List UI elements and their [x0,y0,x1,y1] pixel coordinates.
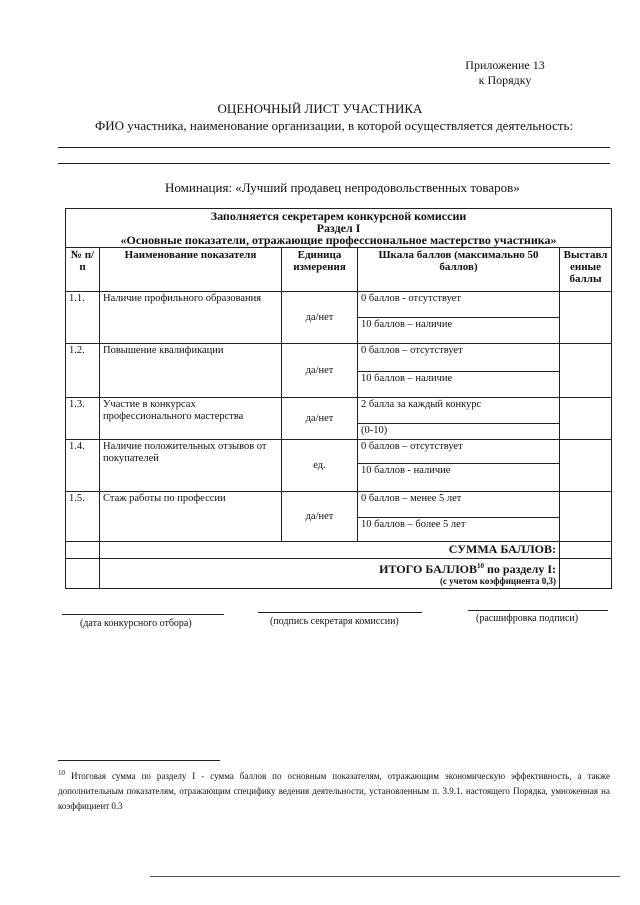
evaluation-table [65,208,612,589]
table-row [66,398,612,424]
header-line-1: Заполняется секретарем конкурсной комиссии [210,209,467,223]
secretary-signature-line [258,612,422,613]
row-scale-a: 0 баллов – менее 5 лет [358,492,560,518]
document-title: ОЦЕНОЧНЫЙ ЛИСТ УЧАСТНИКА [217,101,423,116]
table-row [66,344,612,372]
header-line-2: Раздел I [316,221,361,235]
footnote-rule [58,760,220,761]
row-name: Повышение квалификации [100,344,282,398]
total-label-text: ИТОГО БАЛЛОВ [379,562,477,576]
total-label-suffix: по разделу I: [484,562,556,576]
col-scale: Шкала баллов (максимально 50 баллов) [358,248,560,292]
row-unit: да/нет [282,398,358,440]
sum-score-cell[interactable] [560,542,612,559]
footnote-text: Итоговая сумма по разделу I - сумма баллов по основным показателям, отражающим экономическую эффективность, а также дополнительным показателям, отражающим специфику ведения деятельности, установленным п. 3.9.1. настоящего Порядка, умноженная на коэффициент 0.3 [58,771,610,811]
appendix-line-1: Приложение 13 [465,58,545,72]
row-scale-b: 10 баллов – наличие [358,318,560,344]
row-unit: да/нет [282,344,358,398]
footnote-mark: 10 [58,769,65,777]
row-scale-a: 0 баллов – отсутствует [358,344,560,372]
row-unit: да/нет [282,292,358,344]
score-cell[interactable] [560,398,612,440]
row-unit: ед. [282,440,358,492]
decode-signature-line [468,610,608,611]
score-cell[interactable] [560,492,612,542]
row-name: Участие в конкурсах профессионального мастерства [100,398,282,440]
date-signature-line [62,614,224,615]
fio-fill-line-2 [58,163,610,164]
footnote-ref: 10 [477,562,484,570]
sum-label: СУММА БАЛЛОВ: [100,542,560,559]
row-num: 1.3. [66,398,100,440]
total-note: (с учетом коэффициента 0,3) [439,576,556,586]
score-cell[interactable] [560,440,612,492]
row-scale-b: 10 баллов – более 5 лет [358,518,560,542]
table-row [66,292,612,318]
decode-caption: (расшифровка подписи) [476,613,579,624]
table-row [66,440,612,464]
col-name: Наименование показателя [100,248,282,292]
total-label [100,559,560,589]
appendix-line-2: к Порядку [478,73,532,87]
row-num: 1.2. [66,344,100,398]
row-name: Наличие положительных отзывов от покупателей [100,440,282,492]
row-name: Наличие профильного образования [100,292,282,344]
footnote [58,766,610,814]
row-scale-b: (0-10) [358,424,560,440]
row-name: Стаж работы по профессии [100,492,282,542]
fio-fill-line-1 [58,147,610,148]
date-caption: (дата конкурсного отбора) [80,618,192,629]
total-num-cell [66,559,100,589]
nomination: Номинация: «Лучший продавец непродовольственных товаров» [165,180,520,195]
row-unit: да/нет [282,492,358,542]
col-score: Выставл енные баллы [560,248,612,292]
score-cell[interactable] [560,344,612,398]
row-num: 1.4. [66,440,100,492]
table-header [66,209,612,248]
row-num: 1.5. [66,492,100,542]
fio-label: ФИО участника, наименование организации, в которой осуществляется деятельность: [95,118,574,133]
row-scale-a: 0 баллов - отсутствует [358,292,560,318]
total-score-cell[interactable] [560,559,612,589]
col-num: № п/п [66,248,100,292]
row-scale-a: 2 балла за каждый конкурс [358,398,560,424]
col-unit: Единица измерения [282,248,358,292]
row-num: 1.1. [66,292,100,344]
row-scale-a: 0 баллов – отсутствует [358,440,560,464]
appendix-label [440,58,570,88]
table-row [66,492,612,518]
page-bottom-rule [150,876,620,877]
row-scale-b: 10 баллов - наличие [358,464,560,492]
sum-num-cell [66,542,100,559]
header-line-3: «Основные показатели, отражающие профессиональное мастерство участника» [120,233,557,247]
row-scale-b: 10 баллов – наличие [358,372,560,398]
secretary-caption: (подпись секретаря комиссии) [270,616,399,627]
score-cell[interactable] [560,292,612,344]
